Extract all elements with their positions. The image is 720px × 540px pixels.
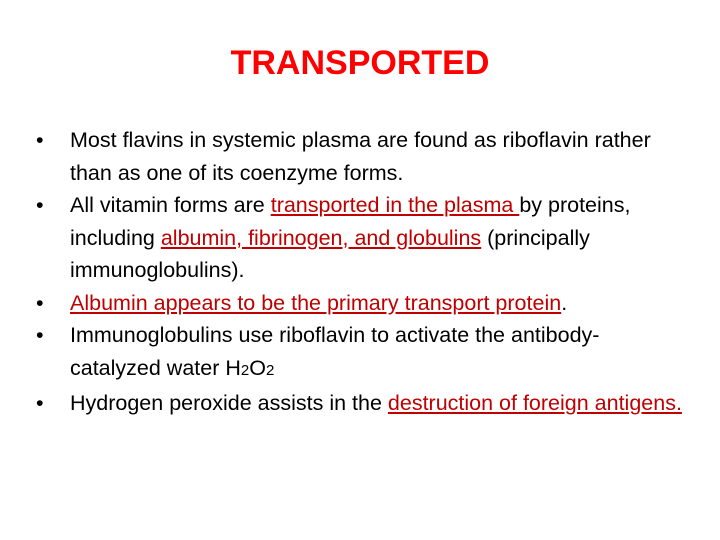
bullet-text: All vitamin forms are: [70, 193, 271, 217]
bullet-item: [36, 124, 686, 189]
bullet-item: [36, 319, 686, 387]
bullet-list: [36, 124, 686, 420]
bullet-item: [36, 387, 686, 420]
link-transported-in-plasma[interactable]: transported in the plasma: [270, 193, 520, 217]
bullet-text: (principally immunoglobulins).: [70, 225, 590, 282]
slide-title: TRANSPORTED: [230, 44, 490, 82]
formula-subscript: 2: [265, 361, 275, 379]
bullet-text: by proteins, including: [70, 193, 631, 250]
formula-o: O: [249, 355, 266, 380]
link-destruction-foreign-antigens[interactable]: destruction of foreign antigens.: [387, 391, 682, 415]
bullet-item: [36, 189, 686, 287]
bullet-item: [36, 287, 686, 320]
link-albumin-primary-transport[interactable]: Albumin appears to be the primary transport protein: [70, 290, 562, 315]
formula-h: H: [225, 355, 241, 380]
bullet-text: Most flavins in systemic plasma are found as riboflavin rather than as one of its coenzyme forms.: [70, 128, 651, 185]
bullet-text: Immunoglobulins use riboflavin to activate the antibody-catalyzed water: [70, 323, 600, 380]
bullet-text: .: [561, 290, 568, 315]
formula-subscript: 2: [240, 361, 250, 379]
link-albumin-fibrinogen-globulins[interactable]: albumin, fibrinogen, and globulins: [160, 225, 482, 250]
bullet-text: Hydrogen peroxide assists in the: [70, 391, 388, 415]
